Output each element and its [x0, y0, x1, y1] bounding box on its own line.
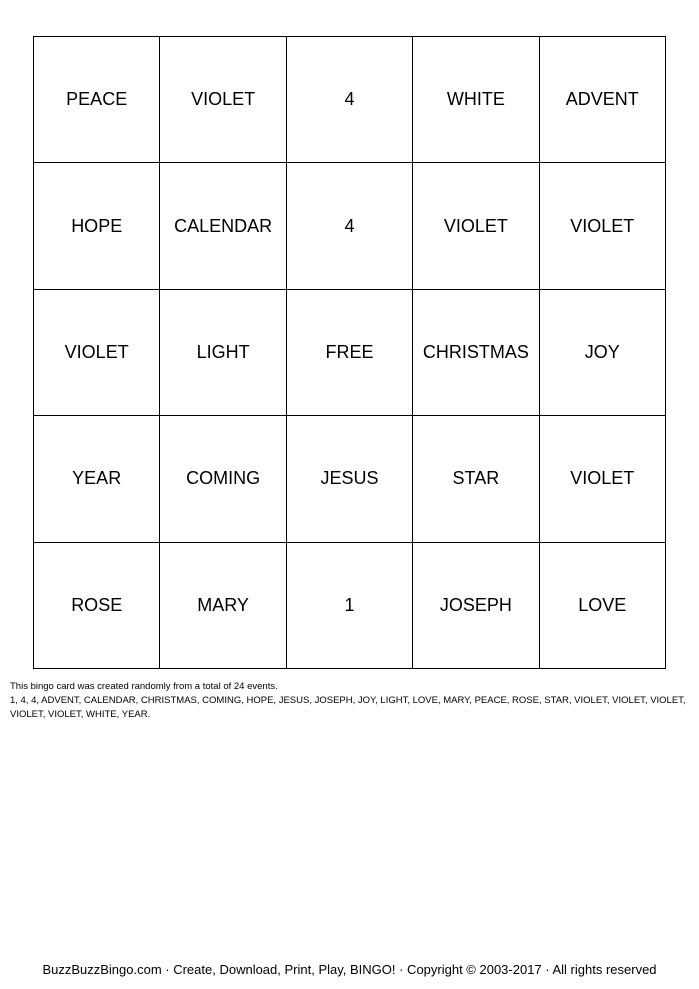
bingo-cell: COMING [160, 416, 286, 542]
bingo-cell: 4 [287, 163, 413, 289]
bingo-cell: VIOLET [34, 290, 160, 416]
bingo-cell: CHRISTMAS [413, 290, 539, 416]
bingo-cell: VIOLET [413, 163, 539, 289]
card-events-list: 1, 4, 4, ADVENT, CALENDAR, CHRISTMAS, COMING, HOPE, JESUS, JOSEPH, JOY, LIGHT, LOVE, MARY, PEACE, ROSE, STAR, VIOLET, VIOLET, VIOLET, VIOLET, VIOLET, WHITE, YEAR. [10, 695, 686, 720]
bingo-cell: JOY [540, 290, 666, 416]
card-info-note: This bingo card was created randomly from a total of 24 events. [10, 681, 278, 692]
bingo-card-grid [33, 36, 666, 669]
bingo-cell: JOSEPH [413, 543, 539, 669]
bingo-cell: VIOLET [160, 37, 286, 163]
bingo-cell: MARY [160, 543, 286, 669]
bingo-cell: VIOLET [540, 416, 666, 542]
bingo-cell-free: FREE [287, 290, 413, 416]
page-footer: BuzzBuzzBingo.com · Create, Download, Print, Play, BINGO! · Copyright © 2003-2017 · All rights reserved [42, 962, 657, 977]
bingo-cell: 4 [287, 37, 413, 163]
bingo-cell: LOVE [540, 543, 666, 669]
bingo-cell: HOPE [34, 163, 160, 289]
bingo-cell: WHITE [413, 37, 539, 163]
bingo-cell: 1 [287, 543, 413, 669]
bingo-cell: CALENDAR [160, 163, 286, 289]
card-info [10, 680, 690, 722]
bingo-cell: STAR [413, 416, 539, 542]
bingo-cell: JESUS [287, 416, 413, 542]
bingo-cell: VIOLET [540, 163, 666, 289]
bingo-cell: ADVENT [540, 37, 666, 163]
bingo-cell: LIGHT [160, 290, 286, 416]
bingo-cell: ROSE [34, 543, 160, 669]
bingo-cell: PEACE [34, 37, 160, 163]
bingo-cell: YEAR [34, 416, 160, 542]
